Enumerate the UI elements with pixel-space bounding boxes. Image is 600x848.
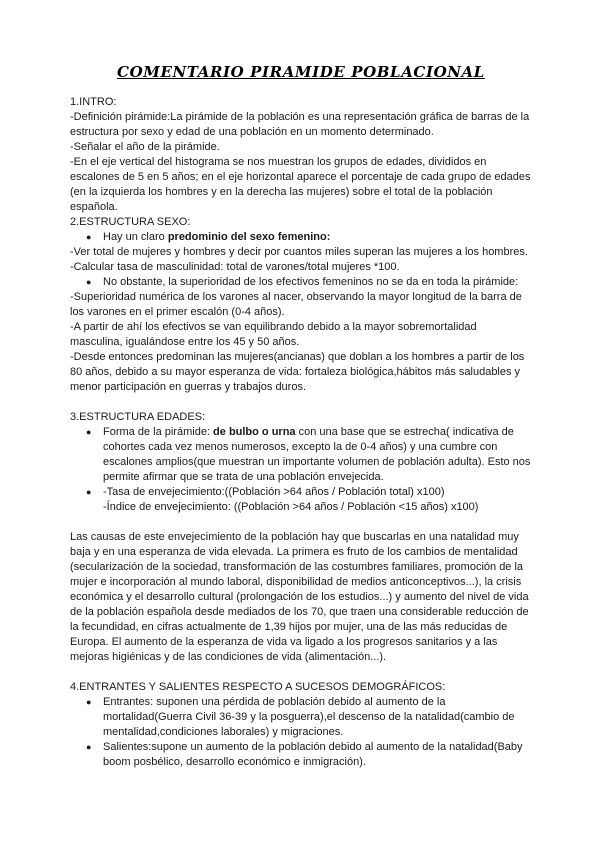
blank-line (70, 395, 532, 410)
edades-heading: 3.ESTRUCTURA EDADES: (70, 411, 206, 423)
causas-paragraph: Las causas de este envejecimiento de la población hay que buscarlas en una natalidad muy baja y en una esperanza de vida elevada. La primera es fruto de los cambios de mentalidad (secularización de la sociedad, transformación de las costumbres familiares, promoción de la mujer e incorporación al mundo laboral, disponibilidad de medios anticonceptivos...), la crisis económica y el desarrollo cultural (prolongación de los estudios...) y aumento del nivel de vida de la población española desde mediados de los 70, que traen una considerable reducción de la fecundidad, en cifras actualmente de 1,39 hijos por mujer, una de las más reducidas de Europa. El aumento de la esperanza de vida va ligado a los progresos sanitarios y a las mejoras higiénicas y de las condiciones de vida (alimentación...). (70, 531, 529, 663)
bullet-icon: ● (86, 697, 92, 707)
bullet-item (70, 485, 532, 515)
text-segment: con una base que se estrecha( indicativa de cohortes cada vez menos numerosos, excepto la de 0-4 años) y una cumbre con escalones amplios(que muestran un importante volumen de población adulta). Esto nos permite afirmar que se trata de una población envejecida. (103, 426, 531, 483)
doc-title: COMENTARIO PIRAMIDE POBLACIONAL (117, 63, 485, 81)
bullet-item-text: Entrantes: suponen una pérdida de población debido al aumento de la mortalidad(Guerra Civil 36-39 y la posguerra),el descenso de la natalidad(cambio de mentalidad,condiciones laborales) y migraciones. (103, 696, 515, 738)
paragraph: -Ver total de mujeres y hombres y decir por cuantos miles superan las mujeres a los hombres. (70, 246, 528, 258)
entrantes-heading: 4.ENTRANTES Y SALIENTES RESPECTO A SUCESOS DEMOGRÁFICOS: (70, 681, 446, 693)
formula-line: -Índice de envejecimiento: ((Población >64 años / Población <15 años) x100) (103, 501, 479, 513)
blank-line (70, 515, 532, 530)
bullet-item (70, 275, 532, 290)
text-segment-bold: de bulbo o urna (213, 426, 296, 438)
bullet-item-text: Salientes:supone un aumento de la población debido al aumento de la natalidad(Baby boom posbélico, desarrollo económico e inmigración). (103, 741, 523, 768)
bullet-item-text (103, 425, 532, 485)
bullet-icon: ● (86, 232, 92, 242)
bullet-icon: ● (86, 427, 92, 437)
bullet-item (70, 695, 532, 740)
bullet-item (70, 230, 532, 245)
bullet-icon: ● (86, 277, 92, 287)
text-segment: Hay un claro (103, 231, 168, 243)
paragraph: -Desde entonces predominan las mujeres(ancianas) que doblan a los hombres a partir de los 80 años, debido a su mayor esperanza de vida: fortaleza biológica,hábitos más saludables y menor participación en guerras y trabajos duros. (70, 351, 525, 393)
formula-line: -Tasa de envejecimiento:((Población >64 años / Población total) x100) (103, 486, 445, 498)
paragraph: -En el eje vertical del histograma se nos muestran los grupos de edades, divididos en escalones de 5 en 5 años; en el eje horizontal aparece el porcentaje de cada grupo de edades (en la izquierda los hombres y en la derecha las mujeres) sobre el total de la población española. (70, 156, 531, 213)
bullet-item (70, 740, 532, 770)
sexo-heading: 2.ESTRUCTURA SEXO: (70, 216, 191, 228)
paragraph: -Superioridad numérica de los varones al nacer, observando la mayor longitud de la barra de los varones en el primer escalón (0-4 años). (70, 291, 522, 318)
blank-line (70, 665, 532, 680)
bullet-item-text: No obstante, la superioridad de los efectivos femeninos no se da en toda la pirámide: (103, 276, 519, 288)
paragraph: -Señalar el año de la pirámide. (70, 141, 220, 153)
text-segment: Forma de la pirámide: (103, 426, 214, 438)
paragraph: -Definición pirámide:La pirámide de la población es una representación gráfica de barras de la estructura por sexo y edad de una población en un momento determinado. (70, 111, 530, 138)
bullet-item (70, 425, 532, 485)
paragraph: -Calcular tasa de masculinidad: total de varones/total mujeres *100. (70, 261, 400, 273)
bullet-icon: ● (86, 487, 92, 497)
text-segment-bold: predominio del sexo femenino: (167, 231, 331, 243)
paragraph: -A partir de ahí los efectivos se van equilibrando debido a la mayor sobremortalidad masculina, igualándose entre los 45 y 50 años. (70, 321, 477, 348)
bullet-icon: ● (86, 742, 92, 752)
bullet-item-text (103, 485, 532, 515)
intro-heading: 1.INTRO: (70, 96, 117, 108)
bullet-item-text (103, 230, 532, 245)
